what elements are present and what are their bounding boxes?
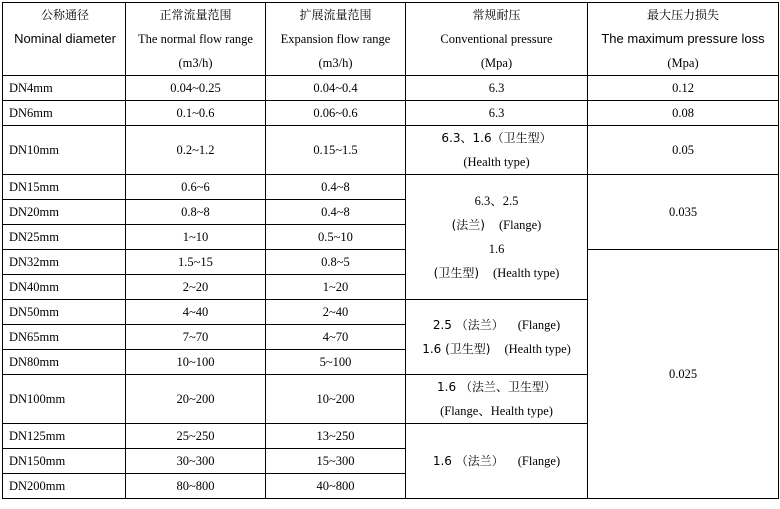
expansion-flow-cell: 0.4~8 [266,200,406,225]
header-expansion-flow-en: Expansion flow range [280,32,391,46]
normal-flow-cell: 0.1~0.6 [126,101,266,126]
pressure-text: (Flange、Health type) [440,404,553,418]
pressure-text: (Health type) [504,342,571,356]
normal-flow-cell: 0.6~6 [126,175,266,200]
pressure-cell: 6.3 [406,101,588,126]
expansion-flow-cell: 5~100 [266,350,406,375]
table-row [3,101,779,126]
loss-cell: 0.05 [588,126,779,175]
expansion-flow-cell: 2~40 [266,300,406,325]
pressure-text: 6.3、2.5 [474,194,519,208]
pressure-cell [406,126,588,175]
header-pressure-cn: 常规耐压 [472,8,521,22]
pressure-text: 1.6 (卫生型) [422,342,491,356]
expansion-flow-cell: 0.5~10 [266,225,406,250]
normal-flow-cell: 0.8~8 [126,200,266,225]
header-nominal-diameter-en: Nominal diameter [14,31,116,46]
expansion-flow-cell: 4~70 [266,325,406,350]
dn-cell: DN65mm [3,325,126,350]
dn-cell: DN25mm [3,225,126,250]
header-normal-flow-cn: 正常流量范围 [159,8,232,22]
pressure-text: 6.3、1.6（卫生型） [441,131,552,145]
loss-cell: 0.035 [588,175,779,250]
pressure-text: (Health type) [463,155,530,169]
loss-cell: 0.08 [588,101,779,126]
table-row [3,76,779,101]
pressure-cell [406,424,588,499]
header-normal-flow [126,3,266,76]
header-max-loss-cn: 最大压力损失 [646,8,719,22]
dn-cell: DN100mm [3,375,126,424]
expansion-flow-cell: 1~20 [266,275,406,300]
pressure-text: 1.6 （法兰） [432,454,504,468]
expansion-flow-cell: 40~800 [266,474,406,499]
normal-flow-cell: 25~250 [126,424,266,449]
dn-cell: DN200mm [3,474,126,499]
pressure-text: (Health type) [493,266,560,280]
dn-cell: DN20mm [3,200,126,225]
normal-flow-cell: 10~100 [126,350,266,375]
dn-cell: DN80mm [3,350,126,375]
dn-cell: DN150mm [3,449,126,474]
table-row [3,126,779,175]
normal-flow-cell: 1.5~15 [126,250,266,275]
normal-flow-cell: 0.2~1.2 [126,126,266,175]
normal-flow-cell: 1~10 [126,225,266,250]
header-expansion-flow [266,3,406,76]
pressure-text: (Flange) [517,454,561,468]
dn-cell: DN40mm [3,275,126,300]
pressure-cell [406,375,588,424]
pressure-cell [406,175,588,300]
header-pressure-unit: (Mpa) [480,56,513,70]
pressure-text: 1.6 （法兰、卫生型） [437,380,556,394]
header-max-loss-unit: (Mpa) [667,56,699,70]
dn-cell: DN50mm [3,300,126,325]
header-expansion-flow-cn: 扩展流量范围 [299,8,372,22]
expansion-flow-cell: 13~250 [266,424,406,449]
normal-flow-cell: 2~20 [126,275,266,300]
pressure-text: 1.6 [488,242,505,256]
pressure-cell [406,300,588,375]
dn-cell: DN4mm [3,76,126,101]
header-nominal-diameter-cn: 公称通径 [40,8,89,22]
expansion-flow-cell: 0.8~5 [266,250,406,275]
header-normal-flow-unit: (m3/h) [178,56,213,70]
header-pressure-en: Conventional pressure [440,32,553,46]
table-row [3,175,779,200]
header-max-loss [588,3,779,76]
normal-flow-cell: 7~70 [126,325,266,350]
specification-table [2,2,779,499]
normal-flow-cell: 30~300 [126,449,266,474]
dn-cell: DN15mm [3,175,126,200]
loss-cell: 0.12 [588,76,779,101]
dn-cell: DN10mm [3,126,126,175]
expansion-flow-cell: 15~300 [266,449,406,474]
expansion-flow-cell: 0.4~8 [266,175,406,200]
normal-flow-cell: 4~40 [126,300,266,325]
dn-cell: DN32mm [3,250,126,275]
pressure-text: (法兰) [451,218,485,232]
normal-flow-cell: 80~800 [126,474,266,499]
pressure-text: (卫生型) [433,266,480,280]
header-normal-flow-en: The normal flow range [138,32,253,46]
pressure-text: (Flange) [499,218,542,232]
dn-cell: DN125mm [3,424,126,449]
pressure-cell: 6.3 [406,76,588,101]
expansion-flow-cell: 10~200 [266,375,406,424]
table-row [3,250,779,275]
loss-cell: 0.025 [588,250,779,499]
normal-flow-cell: 20~200 [126,375,266,424]
pressure-text: 2.5 （法兰） [432,318,504,332]
expansion-flow-cell: 0.15~1.5 [266,126,406,175]
dn-cell: DN6mm [3,101,126,126]
expansion-flow-cell: 0.06~0.6 [266,101,406,126]
pressure-text: (Flange) [517,318,561,332]
header-expansion-flow-unit: (m3/h) [318,56,353,70]
header-max-loss-en: The maximum pressure loss [601,31,765,46]
header-pressure [406,3,588,76]
normal-flow-cell: 0.04~0.25 [126,76,266,101]
header-nominal-diameter [3,3,126,76]
expansion-flow-cell: 0.04~0.4 [266,76,406,101]
